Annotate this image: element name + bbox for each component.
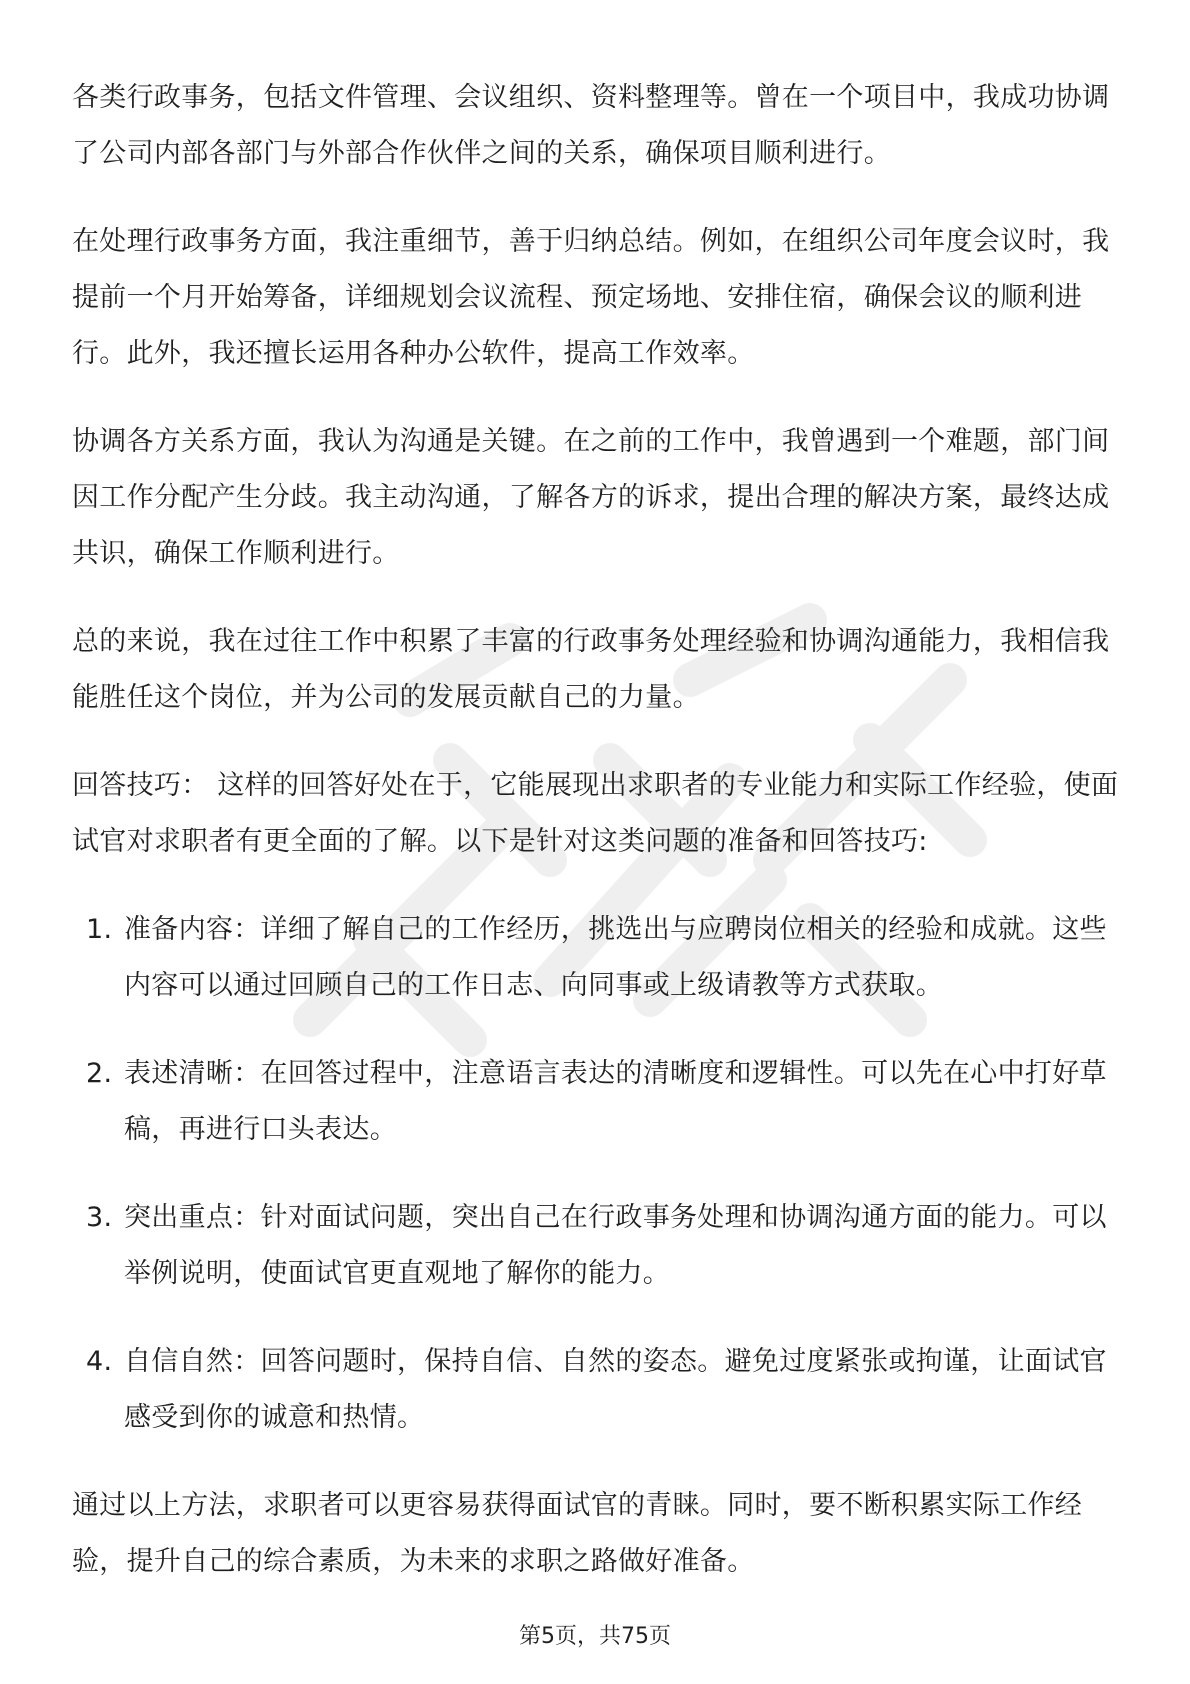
list-item-text: 自信自然：回答问题时，保持自信、自然的姿态。避免过度紧张或拘谨，让面试官感受到你的诚意和热情。 [124,1346,1107,1433]
list-item-number: 4. [86,1346,113,1377]
paragraph-coordination: 协调各方关系方面，我认为沟通是关键。在之前的工作中，我曾遇到一个难题，部门间因工作分配产生分歧。我主动沟通，了解各方的诉求，提出合理的解决方案，最终达成共识，确保工作顺利进行。 [72,426,1110,569]
document-body [72,70,1122,1622]
tips-list [72,902,1122,1446]
paragraph-detail-orientation: 在处理行政事务方面，我注重细节，善于归纳总结。例如，在组织公司年度会议时，我提前一个月开始筹备，详细规划会议流程、预定场地、安排住宿，确保会议的顺利进行。此外，我还擅长运用各种办公软件，提高工作效率。 [72,226,1110,369]
list-item-number: 1. [86,914,113,945]
list-item [72,902,1122,1014]
paragraph-closing: 通过以上方法，求职者可以更容易获得面试官的青睐。同时，要不断积累实际工作经验，提升自己的综合素质，为未来的求职之路做好准备。 [72,1490,1083,1577]
list-item-text: 准备内容：详细了解自己的工作经历，挑选出与应聘岗位相关的经验和成就。这些内容可以通过回顾自己的工作日志、向同事或上级请教等方式获取。 [124,914,1107,1001]
list-item-text: 突出重点：针对面试问题，突出自己在行政事务处理和协调沟通方面的能力。可以举例说明，使面试官更直观地了解你的能力。 [124,1202,1107,1289]
list-item [72,1046,1122,1158]
paragraph-answer-tips-intro: 回答技巧： 这样的回答好处在于，它能展现出求职者的专业能力和实际工作经验，使面试官对求职者有更全面的了解。以下是针对这类问题的准备和回答技巧: [72,770,1119,857]
paragraph-summary: 总的来说，我在过往工作中积累了丰富的行政事务处理经验和协调沟通能力，我相信我能胜任这个岗位，并为公司的发展贡献自己的力量。 [72,626,1110,713]
list-item [72,1190,1122,1302]
list-item-text: 表述清晰：在回答过程中，注意语言表达的清晰度和逻辑性。可以先在心中打好草稿，再进行口头表达。 [124,1058,1107,1145]
list-item-number: 2. [86,1058,113,1089]
page-number-footer: 第5页，共75页 [519,1624,671,1649]
list-item [72,1334,1122,1446]
list-item-number: 3. [86,1202,113,1233]
paragraph-admin-experience: 各类行政事务，包括文件管理、会议组织、资料整理等。曾在一个项目中，我成功协调了公司内部各部门与外部合作伙伴之间的关系，确保项目顺利进行。 [72,82,1110,169]
